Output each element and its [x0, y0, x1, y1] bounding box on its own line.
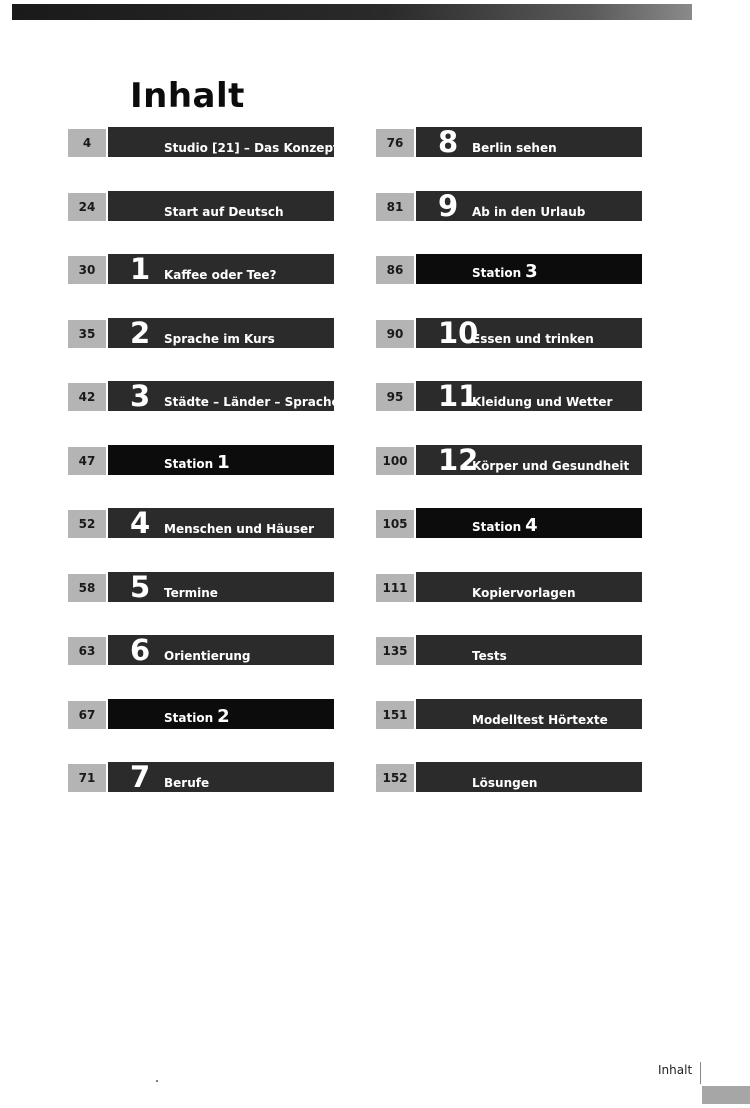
toc-station-bar [108, 699, 334, 729]
toc-page-number: 42 [68, 383, 106, 411]
toc-title-bar [416, 381, 642, 411]
toc-station-label [164, 706, 230, 727]
toc-title-bar [416, 699, 642, 729]
toc-chapter-title: Studio [21] – Das Konzept [164, 141, 339, 155]
footer-tab-marker [702, 1086, 750, 1104]
toc-station-label [472, 515, 538, 536]
toc-station-bar [416, 508, 642, 538]
toc-chapter-number: 3 [130, 379, 151, 413]
toc-page-number: 58 [68, 574, 106, 602]
toc-chapter-title: Berlin sehen [472, 141, 557, 155]
toc-title-bar [108, 127, 339, 157]
toc-chapter-title: Orientierung [164, 649, 251, 663]
toc-chapter-title: Lösungen [472, 776, 538, 790]
toc-chapter-number: 5 [130, 570, 151, 604]
toc-title-bar [108, 508, 334, 538]
toc-page-number: 71 [68, 764, 106, 792]
toc-chapter-number: 6 [130, 633, 151, 667]
toc-page-number: 111 [376, 574, 414, 602]
toc-chapter-number: 11 [438, 379, 479, 413]
toc-chapter-title: Kopiervorlagen [472, 586, 576, 600]
footer-section-label: Inhalt [658, 1063, 693, 1077]
toc-page-number: 24 [68, 193, 106, 221]
toc-chapter-title: Modelltest Hörtexte [472, 713, 608, 727]
toc-title-bar [416, 127, 642, 157]
toc-station-label [472, 261, 538, 282]
toc-chapter-title: Städte – Länder – Sprachen [164, 395, 349, 409]
toc-station-number: 1 [217, 452, 230, 473]
toc-page-number: 67 [68, 701, 106, 729]
toc-page-number: 135 [376, 637, 414, 665]
toc-title-bar [108, 254, 334, 284]
toc-page-number: 151 [376, 701, 414, 729]
toc-title-bar [416, 318, 642, 348]
toc-page-number: 76 [376, 129, 414, 157]
toc-chapter-title: Kaffee oder Tee? [164, 268, 277, 282]
toc-page-number: 95 [376, 383, 414, 411]
toc-chapter-number: 2 [130, 316, 151, 350]
scan-speck [156, 1080, 158, 1082]
toc-page-number: 30 [68, 256, 106, 284]
toc-title-bar [108, 191, 334, 221]
toc-title-bar [108, 635, 334, 665]
toc-chapter-number: 1 [130, 252, 151, 286]
toc-page-number: 52 [68, 510, 106, 538]
toc-page-number: 35 [68, 320, 106, 348]
toc-page-number: 86 [376, 256, 414, 284]
toc-station-label [164, 452, 230, 473]
toc-title-bar [416, 635, 642, 665]
toc-chapter-number: 7 [130, 760, 151, 794]
toc-chapter-title: Essen und trinken [472, 332, 594, 346]
toc-title-bar [108, 318, 334, 348]
toc-title-bar [416, 445, 642, 475]
toc-page-number: 105 [376, 510, 414, 538]
toc-title-bar [416, 191, 642, 221]
toc-station-number: 2 [217, 706, 230, 727]
toc-chapter-number: 10 [438, 316, 479, 350]
toc-title-bar [416, 762, 642, 792]
toc-chapter-title: Menschen und Häuser [164, 522, 315, 536]
toc-chapter-title: Berufe [164, 776, 210, 790]
toc-chapter-title: Körper und Gesundheit [472, 459, 630, 473]
toc-page-number: 81 [376, 193, 414, 221]
toc-chapter-number: 9 [438, 189, 459, 223]
toc-page-number: 100 [376, 447, 414, 475]
toc-chapter-title: Ab in den Urlaub [472, 205, 586, 219]
toc-station-bar [416, 254, 642, 284]
footer-divider [700, 1062, 701, 1084]
toc-title-bar [108, 572, 334, 602]
toc-chapter-title: Termine [164, 586, 218, 600]
toc-page-number: 47 [68, 447, 106, 475]
toc-chapter-number: 8 [438, 125, 459, 159]
toc-chapter-title: Kleidung und Wetter [472, 395, 613, 409]
toc-title-bar [108, 379, 349, 413]
top-decorative-band [12, 4, 692, 20]
toc-chapter-title: Start auf Deutsch [164, 205, 284, 219]
toc-chapter-number: 12 [438, 443, 479, 477]
toc-chapter-number: 4 [130, 506, 151, 540]
toc-station-number: 4 [525, 515, 538, 536]
page-title: Inhalt [130, 76, 245, 116]
toc-title-bar [108, 762, 334, 792]
toc-page-number: 152 [376, 764, 414, 792]
toc-page-number: 90 [376, 320, 414, 348]
toc-chapter-title: Tests [472, 649, 507, 663]
toc-page-number: 4 [68, 129, 106, 157]
toc-title-bar [416, 572, 642, 602]
toc-station-title: Station [164, 457, 214, 471]
toc-station-title: Station [164, 711, 214, 725]
toc-page-number: 63 [68, 637, 106, 665]
toc-station-title: Station [472, 520, 522, 534]
toc-station-title: Station [472, 266, 522, 280]
toc-station-number: 3 [525, 261, 538, 282]
toc-chapter-title: Sprache im Kurs [164, 332, 275, 346]
toc-station-bar [108, 445, 334, 475]
